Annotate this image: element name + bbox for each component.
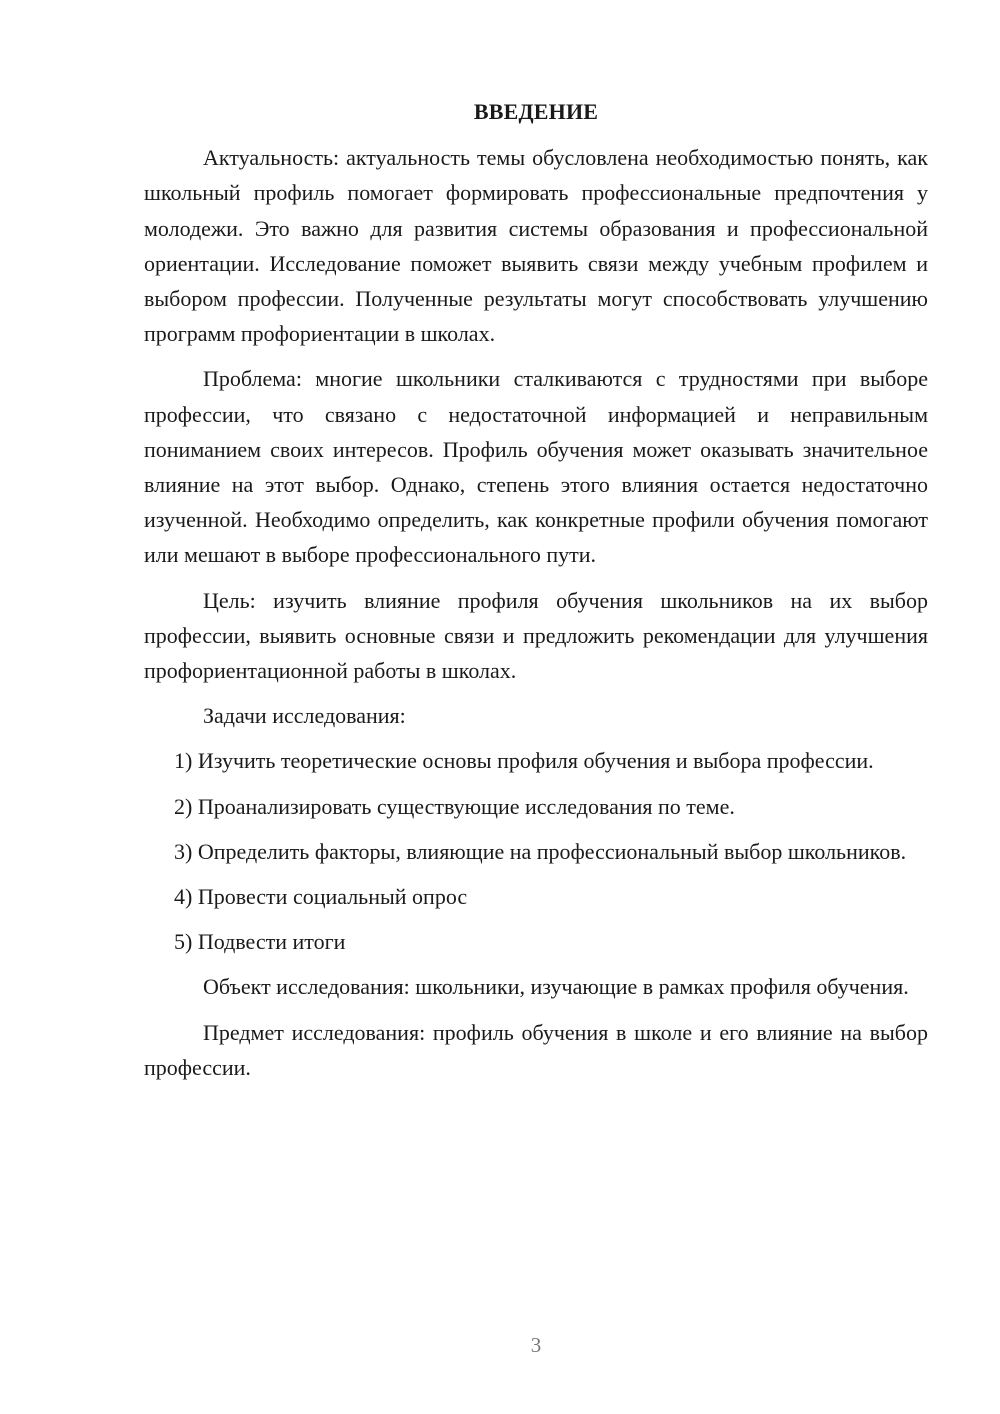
section-title: ВВЕДЕНИЕ [473, 99, 599, 124]
task-item-1: 1) Изучить теоретические основы профиля обучения и выбора профессии. [174, 748, 874, 774]
paragraph-problem: Проблема: многие школьники сталкиваются с трудностями при выборе профессии, что связано с недостаточной информацией и неправильным пониманием своих интересов. Профиль обучения может оказывать значительное влияние на этот выбор. Однако, степень этого влияния остается недостаточно изученной. Необходимо определить, как конкретные профили обучения помогают или мешают в выборе профессионального пути. [144, 366, 928, 568]
paragraph-object: Объект исследования: школьники, изучающие в рамках профиля обучения. [203, 974, 909, 1000]
page-number: 3 [530, 1333, 542, 1357]
paragraph-goal: Цель: изучить влияние профиля обучения школьников на их выбор профессии, выявить основные связи и предложить рекомендации для улучшения профориентационной работы в школах. [144, 587, 928, 684]
paragraph-relevance: Актуальность: актуальность темы обусловлена необходимостью понять, как школьный профиль помогает формировать профессиональные предпочтения у молодежи. Это важно для развития системы образования и профессиональной ориентации. Исследование поможет выявить связи между учебным профилем и выбором профессии. Полученные результаты могут способствовать улучшению программ профориентации в школах. [144, 145, 928, 347]
paragraph-subject: Предмет исследования: профиль обучения в школе и его влияние на выбор профессии. [144, 1019, 928, 1080]
task-item-3: 3) Определить факторы, влияющие на профессиональный выбор школьников. [174, 838, 907, 864]
task-item-2: 2) Проанализировать существующие исследования по теме. [174, 793, 735, 819]
task-item-4: 4) Провести социальный опрос [174, 884, 468, 910]
page-content [144, 94, 928, 1095]
tasks-heading: Задачи исследования: [203, 703, 406, 729]
task-item-5: 5) Подвести итоги [174, 929, 346, 955]
